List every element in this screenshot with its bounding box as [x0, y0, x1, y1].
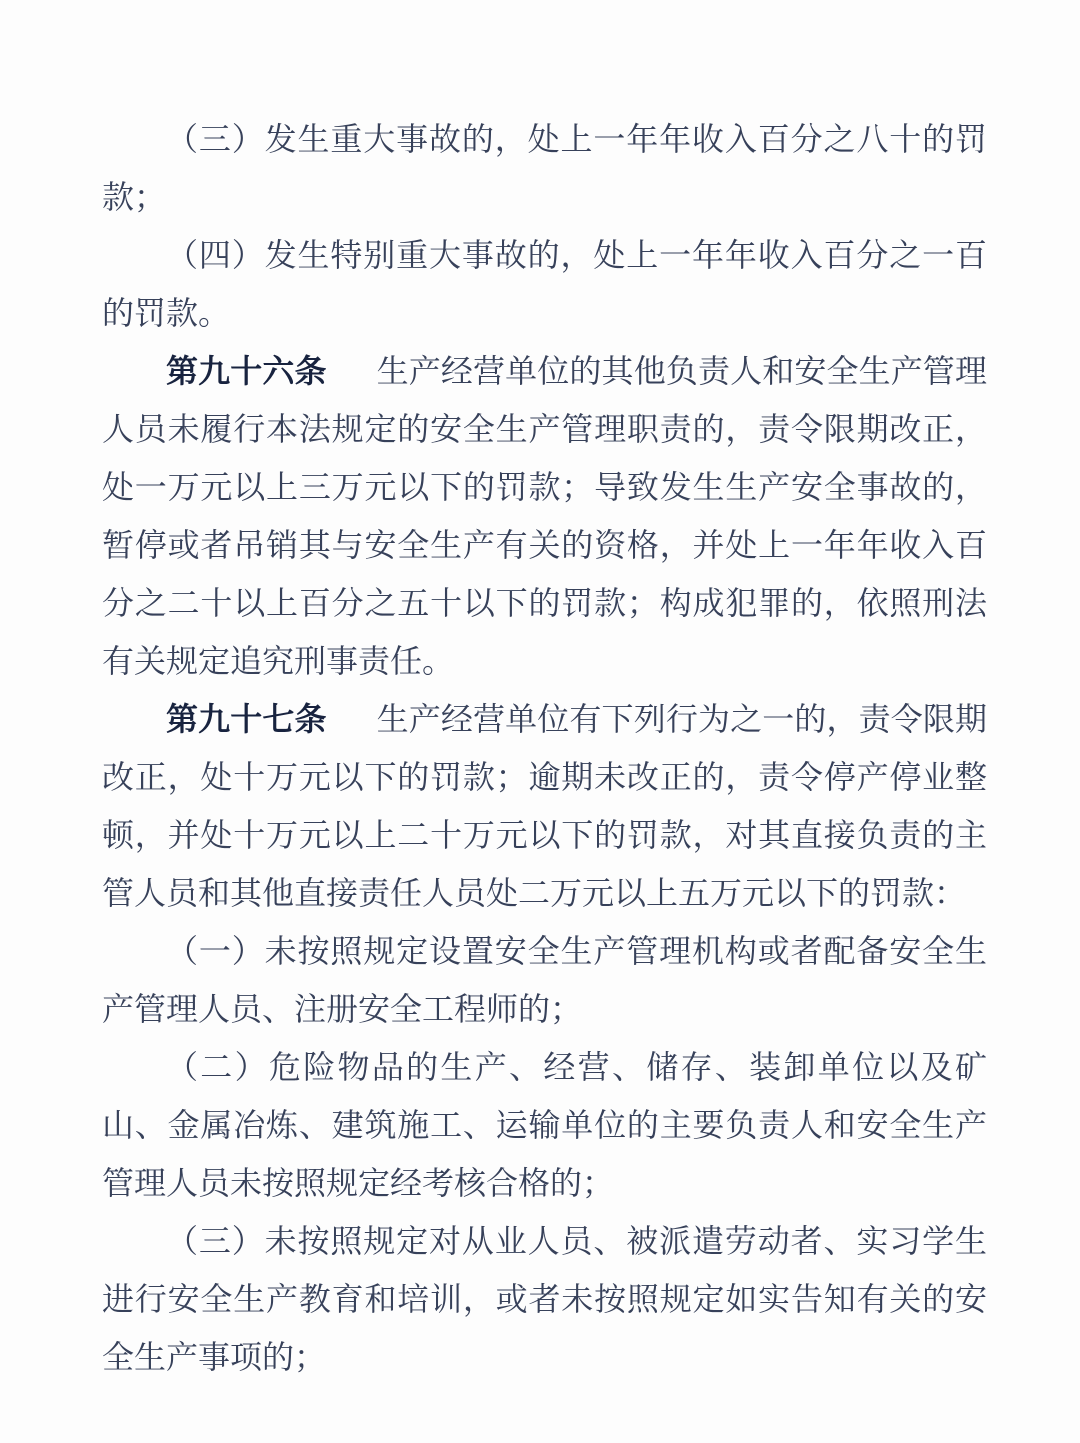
article-number: 第九十七条 — [166, 701, 327, 737]
paragraph-text: （三）发生重大事故的，处上一年年收入百分之八十的罚款； — [102, 121, 987, 215]
paragraph — [102, 110, 987, 226]
paragraph — [102, 342, 987, 690]
paragraph — [102, 1212, 987, 1386]
paragraph — [102, 226, 987, 342]
paragraph-text: 生产经营单位有下列行为之一的，责令限期改正，处十万元以下的罚款；逾期未改正的，责令停产停业整顿，并处十万元以上二十万元以下的罚款，对其直接负责的主管人员和其他直接责任人员处二万元以上五万元以下的罚款： — [102, 701, 987, 911]
paragraph-text: 生产经营单位的其他负责人和安全生产管理人员未履行本法规定的安全生产管理职责的，责令限期改正，处一万元以上三万元以下的罚款；导致发生生产安全事故的，暂停或者吊销其与安全生产有关的资格，并处上一年年收入百分之二十以上百分之五十以下的罚款；构成犯罪的，依照刑法有关规定追究刑事责任。 — [102, 353, 987, 679]
paragraph-text: （二）危险物品的生产、经营、储存、装卸单位以及矿山、金属冶炼、建筑施工、运输单位的主要负责人和安全生产管理人员未按照规定经考核合格的； — [102, 1049, 987, 1201]
paragraph-text: （一）未按照规定设置安全生产管理机构或者配备安全生产管理人员、注册安全工程师的； — [102, 933, 987, 1027]
article-number: 第九十六条 — [166, 353, 327, 389]
paragraph — [102, 922, 987, 1038]
paragraph-text: （四）发生特别重大事故的，处上一年年收入百分之一百的罚款。 — [102, 237, 987, 331]
legal-text-block — [102, 110, 987, 1386]
paragraph — [102, 690, 987, 922]
paragraph-text: （三）未按照规定对从业人员、被派遣劳动者、实习学生进行安全生产教育和培训，或者未按照规定如实告知有关的安全生产事项的； — [102, 1223, 987, 1375]
paragraph — [102, 1038, 987, 1212]
